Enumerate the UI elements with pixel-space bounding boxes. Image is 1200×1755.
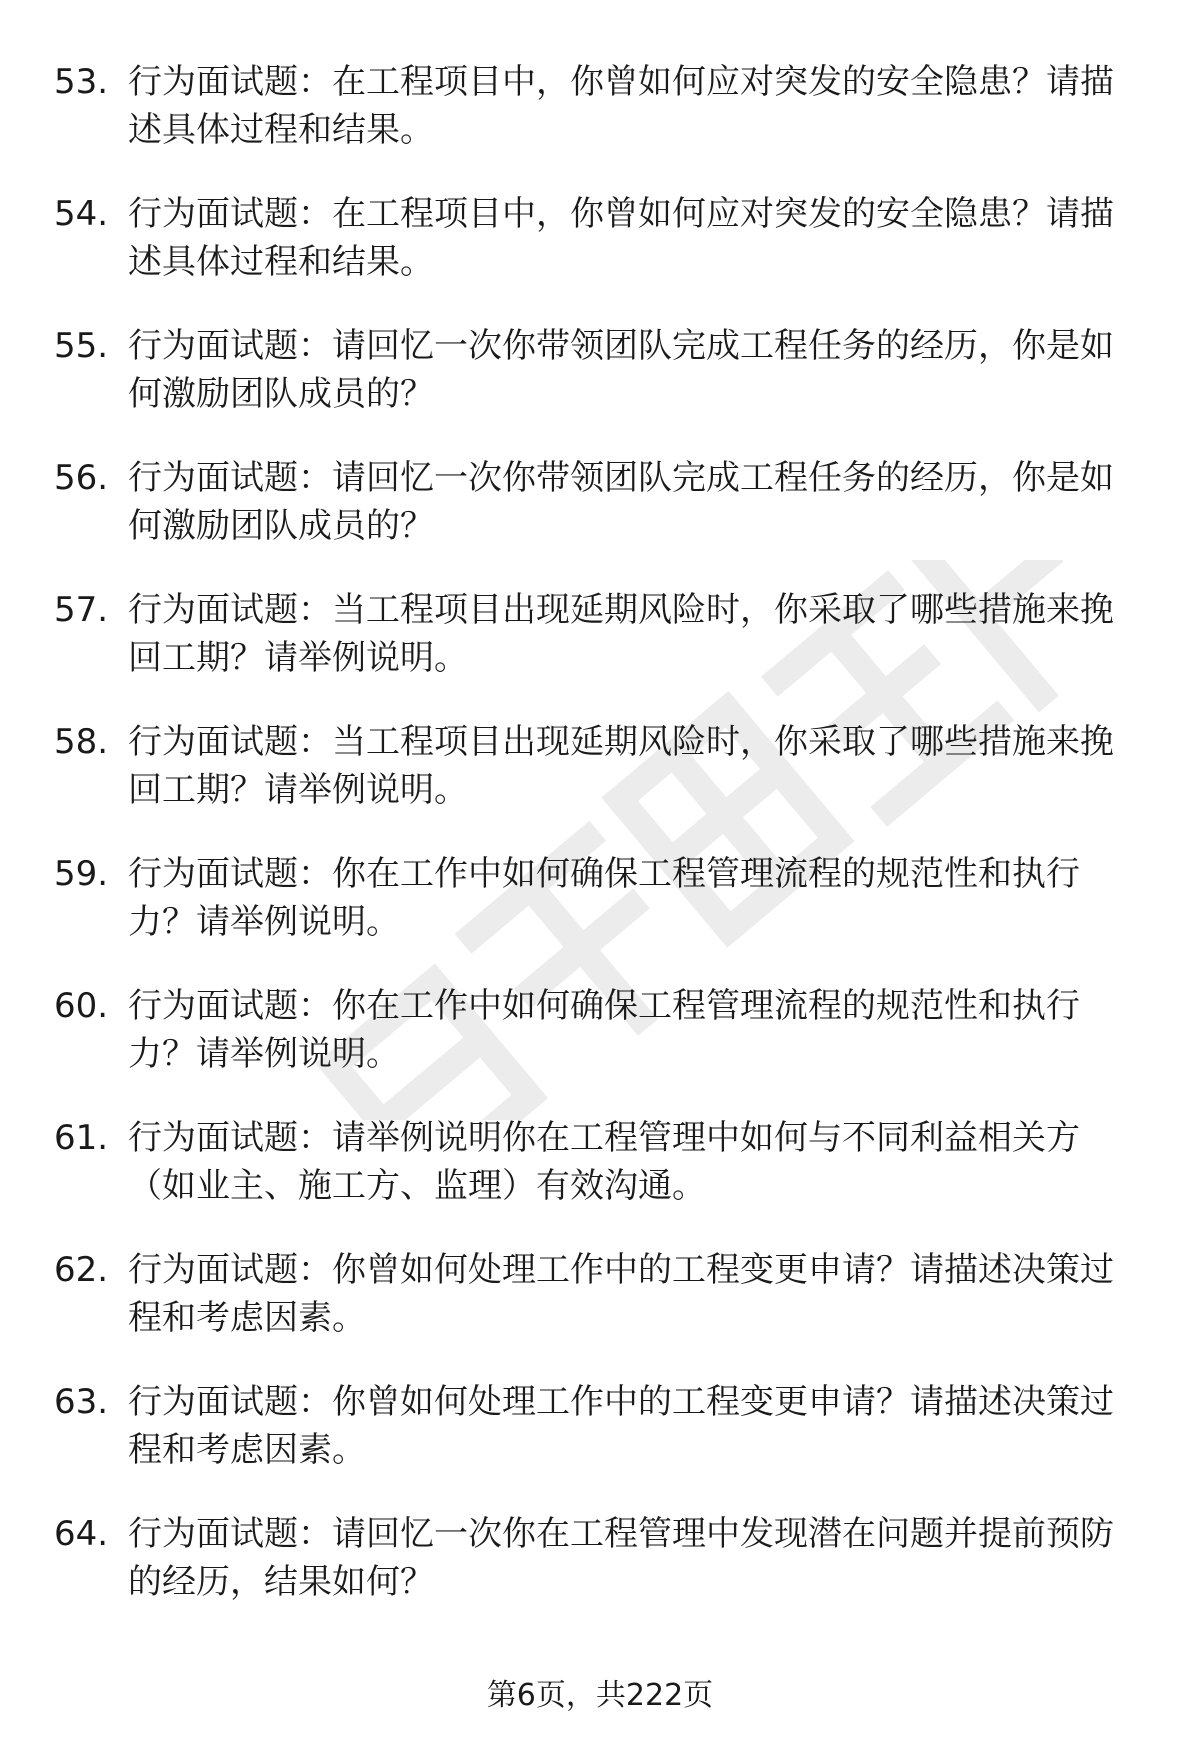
question-item — [54, 1246, 1144, 1378]
question-item — [54, 586, 1144, 718]
question-text: 行为面试题：你在工作中如何确保工程管理流程的规范性和执行力？请举例说明。 — [128, 986, 1080, 1074]
question-list — [54, 58, 1144, 1642]
question-text: 行为面试题：你在工作中如何确保工程管理流程的规范性和执行力？请举例说明。 — [128, 854, 1080, 942]
question-number: 63. — [54, 1382, 109, 1422]
page-footer — [0, 1676, 1200, 1716]
question-item — [54, 1510, 1144, 1642]
question-text: 行为面试题：在工程项目中，你曾如何应对突发的安全隐患？请描述具体过程和结果。 — [128, 194, 1114, 282]
question-item — [54, 850, 1144, 982]
question-number: 59. — [54, 854, 109, 894]
page-number-label: 第6页，共222页 — [486, 1678, 714, 1713]
question-number: 62. — [54, 1250, 109, 1290]
question-item — [54, 58, 1144, 190]
question-text: 行为面试题：你曾如何处理工作中的工程变更申请？请描述决策过程和考虑因素。 — [128, 1250, 1114, 1338]
question-text: 行为面试题：请回忆一次你在工程管理中发现潜在问题并提前预防的经历，结果如何？ — [128, 1514, 1114, 1602]
question-item — [54, 1378, 1144, 1510]
question-text: 行为面试题：当工程项目出现延期风险时，你采取了哪些措施来挽回工期？请举例说明。 — [128, 722, 1114, 810]
question-item — [54, 190, 1144, 322]
question-text: 行为面试题：请回忆一次你带领团队完成工程任务的经历，你是如何激励团队成员的？ — [128, 326, 1114, 414]
question-item — [54, 982, 1144, 1114]
question-number: 61. — [54, 1118, 109, 1158]
question-item — [54, 718, 1144, 850]
question-text: 行为面试题：在工程项目中，你曾如何应对突发的安全隐患？请描述具体过程和结果。 — [128, 62, 1114, 150]
question-number: 60. — [54, 986, 109, 1026]
question-number: 53. — [54, 62, 109, 102]
question-number: 55. — [54, 326, 109, 366]
question-text: 行为面试题：你曾如何处理工作中的工程变更申请？请描述决策过程和考虑因素。 — [128, 1382, 1114, 1470]
question-number: 57. — [54, 590, 109, 630]
question-text: 行为面试题：请举例说明你在工程管理中如何与不同利益相关方（如业主、施工方、监理）有效沟通。 — [128, 1118, 1080, 1206]
question-text: 行为面试题：当工程项目出现延期风险时，你采取了哪些措施来挽回工期？请举例说明。 — [128, 590, 1114, 678]
question-item — [54, 454, 1144, 586]
question-item — [54, 1114, 1144, 1246]
question-number: 58. — [54, 722, 109, 762]
question-item — [54, 322, 1144, 454]
question-number: 54. — [54, 194, 109, 234]
question-text: 行为面试题：请回忆一次你带领团队完成工程任务的经历，你是如何激励团队成员的？ — [128, 458, 1114, 546]
question-number: 56. — [54, 458, 109, 498]
question-number: 64. — [54, 1514, 109, 1554]
